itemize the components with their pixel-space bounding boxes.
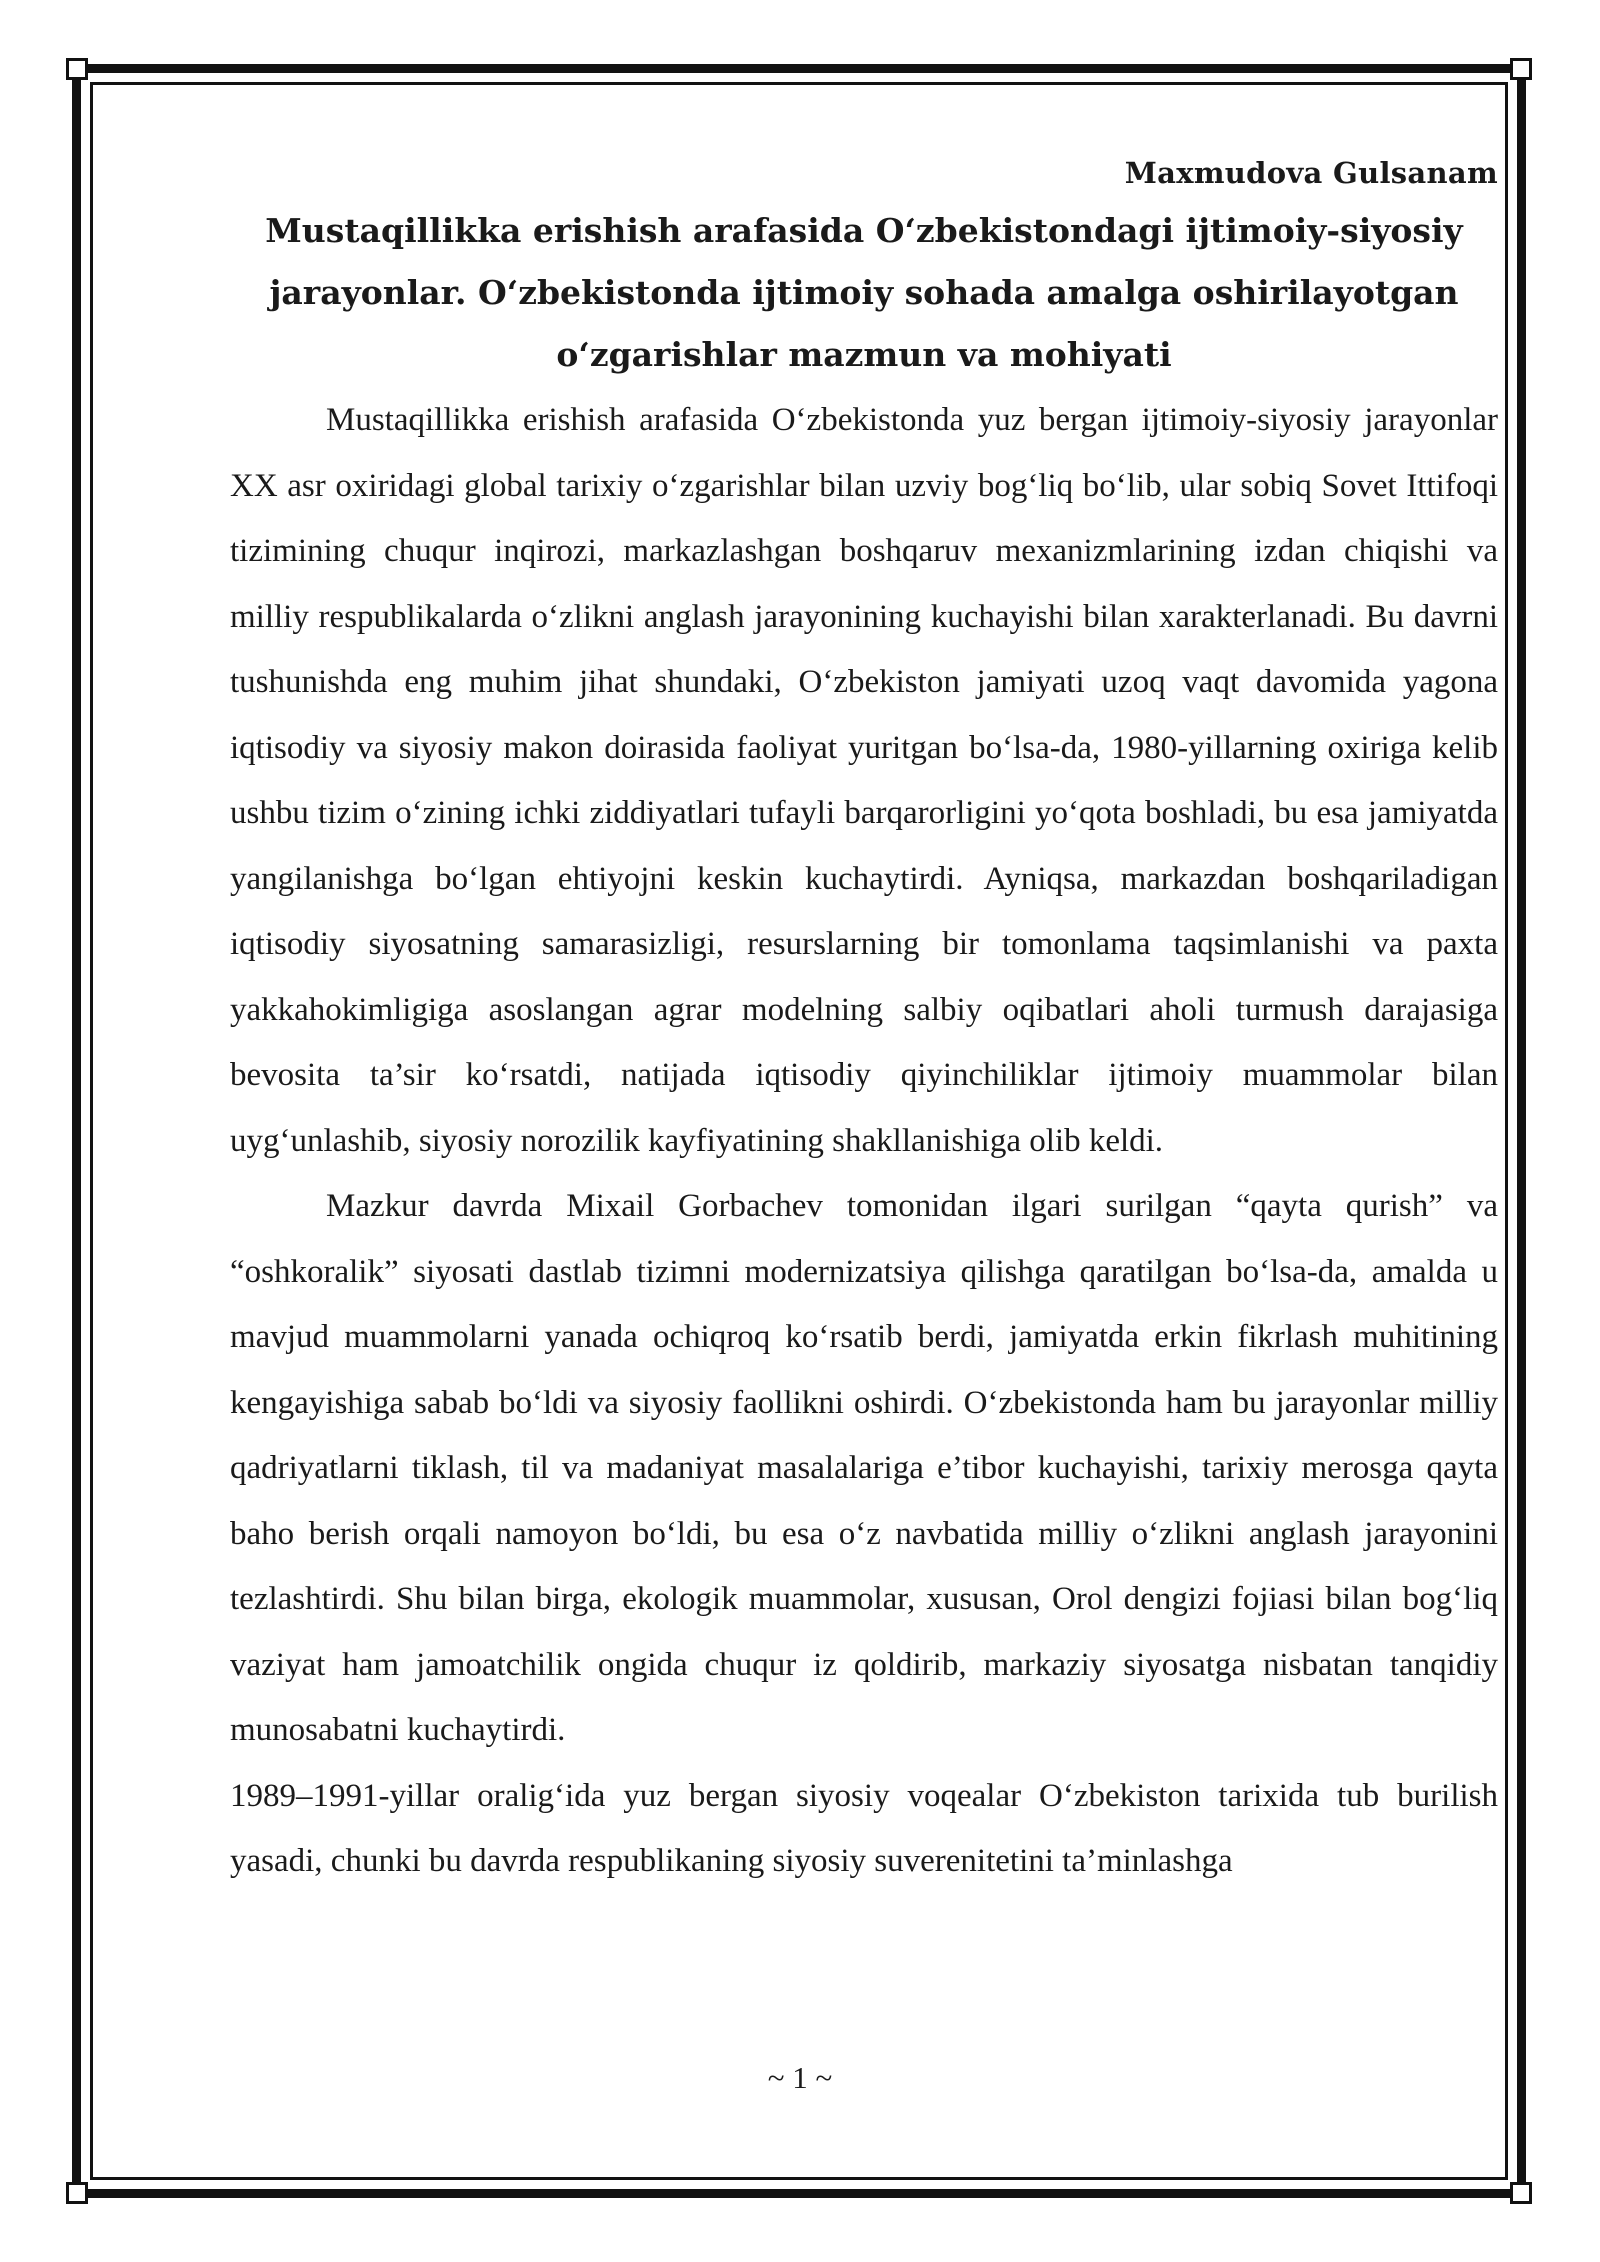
document-title: Mustaqillikka erishish arafasida O‘zbekistondagi ijtimoiy-siyosiy jarayonlar. O‘zbekistonda ijtimoiy sohada amalga oshirilayotgan o‘zgarishlar mazmun va mohiyati: [265, 211, 1463, 374]
border-corner-bottom-right: [1510, 2182, 1532, 2204]
border-corner-top-left: [66, 58, 88, 80]
border-corner-top-right: [1510, 58, 1532, 80]
paragraph-1: Mustaqillikka erishish arafasida O‘zbekistonda yuz bergan ijtimoiy-siyosiy jarayonlar XX asr oxiridagi global tarixiy o‘zgarishlar bilan uzviy bog‘liq bo‘lib, ular sobiq Sovet Ittifoqi tizimining chuqur inqirozi, markazlashgan boshqaruv mexanizmlarining izdan chiqishi va milliy respublikalarda o‘zlikni anglash jarayonining kuchayishi bilan xarakterlanadi. Bu davrni tushunishda eng muhim jihat shundaki, O‘zbekiston jamiyati uzoq vaqt davomida yagona iqtisodiy va siyosiy makon doirasida faoliyat yuritgan bo‘lsa-da, 1980-yillarning oxiriga kelib ushbu tizim o‘zining ichki ziddiyatlari tufayli barqarorligini yo‘qota boshladi, bu esa jamiyatda yangilanishga bo‘lgan ehtiyojni keskin kuchaytirdi. Ayniqsa, markazdan boshqariladigan iqtisodiy siyosatning samarasizligi, resurslarning bir tomonlama taqsimlanishi va paxta yakkahokimligiga asoslangan agrar modelning salbiy oqibatlari aholi turmush darajasiga bevosita ta’sir ko‘rsatdi, natijada iqtisodiy qiyinchiliklar ijtimoiy muammolar bilan uyg‘unlashib, siyosiy norozilik kayfiyatining shakllanishiga olib keldi.: [230, 402, 1498, 1159]
border-corner-bottom-left: [66, 2182, 88, 2204]
page-number: ~ 1 ~: [767, 2060, 833, 2095]
paragraph-2: Mazkur davrda Mixail Gorbachev tomonidan ilgari surilgan “qayta qurish” va “oshkoralik” siyosati dastlab tizimni modernizatsiya qilishga qaratilgan bo‘lsa-da, amalda u mavjud muammolarni yanada ochiqroq ko‘rsatib berdi, jamiyatda erkin fikrlash muhitining kengayishiga sabab bo‘ldi va siyosiy faollikni oshirdi. O‘zbekistonda ham bu jarayonlar milliy qadriyatlarni tiklash, til va madaniyat masalalariga e’tibor kuchayishi, tarixiy merosga qayta baho berish orqali namoyon bo‘ldi, bu esa o‘z navbatida milliy o‘zlikni anglash jarayonini tezlashtirdi. Shu bilan birga, ekologik muammolar, xususan, Orol dengizi fojiasi bilan bog‘liq vaziyat ham jamoatchilik ongida chuqur iz qoldirib, markaziy siyosatga nisbatan tanqidiy munosabatni kuchaytirdi.: [230, 1188, 1498, 1748]
paragraph-3: 1989–1991-yillar oralig‘ida yuz bergan siyosiy voqealar O‘zbekiston tarixida tub burilish yasadi, chunki bu davrda respublikaning siyosiy suverenitetini ta’minlashga: [230, 1777, 1498, 1879]
author-name: Maxmudova Gulsanam: [1124, 156, 1498, 190]
document-body: [230, 146, 1498, 1895]
